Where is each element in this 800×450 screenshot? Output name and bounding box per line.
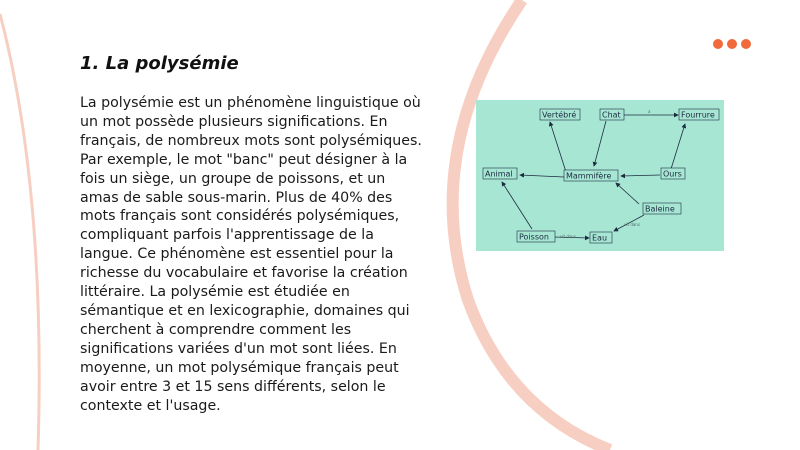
node-label-animal: Animal bbox=[485, 169, 513, 179]
edge-label-chat-fourrure: a bbox=[648, 109, 651, 114]
node-label-eau: Eau bbox=[592, 233, 608, 243]
node-mammifere bbox=[564, 170, 618, 181]
dot-icon bbox=[713, 39, 723, 49]
node-poisson bbox=[517, 231, 555, 242]
node-label-poisson: Poisson bbox=[519, 232, 549, 242]
dot-icon bbox=[741, 39, 751, 49]
dot-icon bbox=[727, 39, 737, 49]
node-label-chat: Chat bbox=[602, 110, 621, 120]
slide-title: 1. La polysémie bbox=[80, 53, 239, 74]
edge-label-poisson-eau: vit dans bbox=[560, 234, 576, 239]
node-eau bbox=[590, 232, 612, 243]
menu-dots-icon[interactable] bbox=[713, 39, 751, 49]
node-label-fourrure: Fourrure bbox=[681, 110, 715, 120]
edge-label-baleine-eau: vit dans bbox=[624, 222, 640, 227]
node-baleine bbox=[643, 203, 681, 214]
node-label-ours: Ours bbox=[663, 169, 682, 179]
slide-body-text: La polysémie est un phénomène linguistique où un mot possède plusieurs significations. En français, de nombreux mots sont polysémiques. Par exemple, le mot "banc" peut désigner à la fois un siège, un groupe de poissons, et un amas de sable sous-marin. Plus de 40% des mots français sont considérés polysémiques, compliquant parfois l'apprentissage de la langue. Ce phénomène est essentiel pour la richesse du vocabulaire et favorise la création littéraire. La polysémie est étudiée en sémantique et en lexicographie, domaines qui cherchent à comprendre comment les significations variées d'un mot sont liées. En moyenne, un mot polysémique français peut avoir entre 3 et 15 sens différents, selon le contexte et l'usage. bbox=[80, 95, 422, 414]
node-vertebre bbox=[540, 109, 580, 120]
node-ours bbox=[661, 168, 685, 179]
node-label-mammifere: Mammifère bbox=[566, 171, 612, 181]
node-label-vertebre: Vertébré bbox=[542, 110, 577, 120]
semantic-network-diagram bbox=[476, 100, 724, 251]
node-chat bbox=[600, 109, 624, 120]
node-label-baleine: Baleine bbox=[645, 204, 675, 214]
node-fourrure bbox=[679, 109, 719, 120]
node-animal bbox=[483, 168, 517, 179]
